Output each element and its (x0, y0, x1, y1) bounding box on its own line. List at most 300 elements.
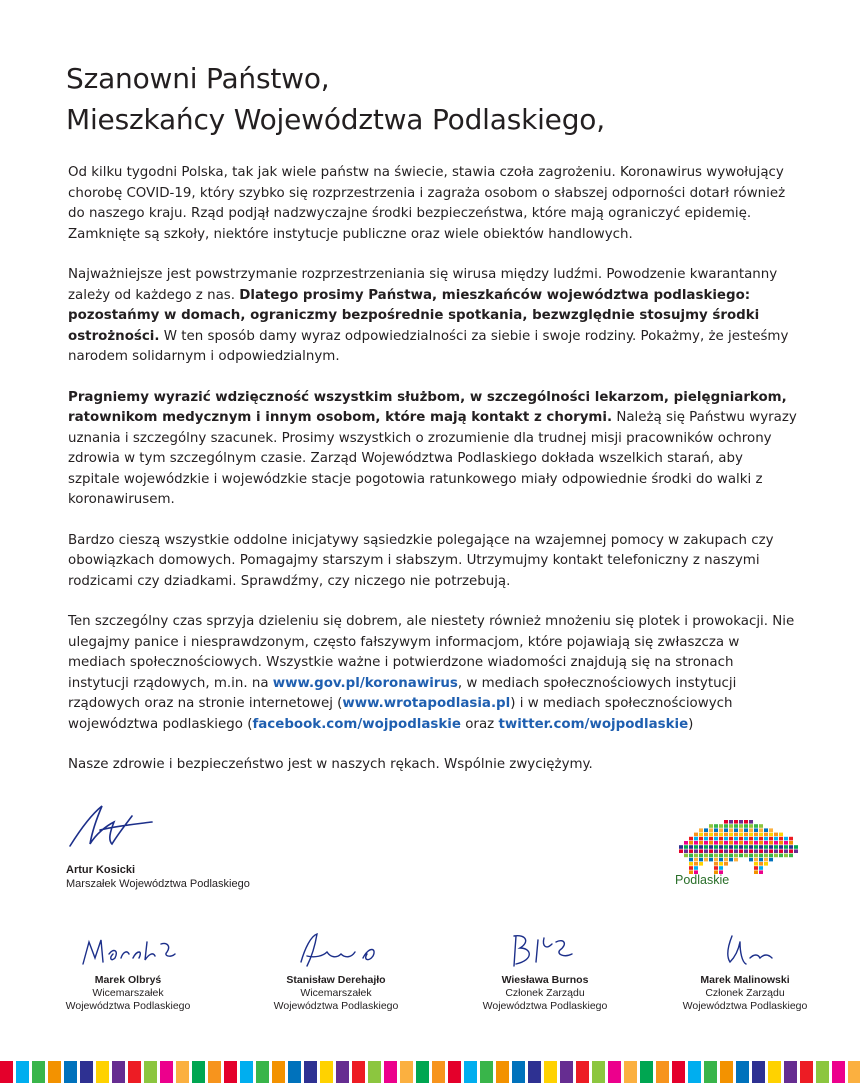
logo-tile (709, 845, 713, 849)
strip-segment (528, 1061, 541, 1083)
strip-segment (576, 1061, 589, 1083)
logo-tile (689, 862, 693, 866)
logo-tile (769, 845, 773, 849)
signature-kosicki-image (66, 800, 156, 852)
strip-segment (592, 1061, 605, 1083)
signatory-burnos (460, 928, 630, 1013)
strip-segment (832, 1061, 845, 1083)
signature-malinowski-image (680, 928, 810, 970)
paragraph-2-bold: Dlatego prosimy Państwa, mieszkańców województwa podlaskiego: pozostańmy w domach, ograniczmy bezpośrednie spotkania, bezwzględnie stosujmy środki ostrożności. (68, 287, 760, 344)
logo-tile (699, 858, 703, 862)
logo-tile (754, 854, 758, 858)
logo-tile (749, 837, 753, 841)
logo-tile (784, 841, 788, 845)
logo-tile (769, 849, 773, 853)
logo-tile (739, 837, 743, 841)
logo-tile (794, 849, 798, 853)
paragraph-5-text-e: ) (688, 716, 694, 732)
strip-segment (224, 1061, 237, 1083)
logo-tile (749, 820, 753, 824)
logo-tile (759, 858, 763, 862)
greeting-line-1: Szanowni Państwo, (66, 62, 330, 95)
logo-tile (754, 841, 758, 845)
logo-tile (729, 858, 733, 862)
logo-tile (729, 833, 733, 837)
signatory-olbrys (43, 928, 213, 1013)
strip-segment (480, 1061, 493, 1083)
logo-tile (724, 828, 728, 832)
strip-segment (48, 1061, 61, 1083)
strip-segment (368, 1061, 381, 1083)
logo-tile (754, 828, 758, 832)
logo-tile (699, 833, 703, 837)
logo-tile (749, 828, 753, 832)
logo-tile (759, 833, 763, 837)
logo-tile (699, 828, 703, 832)
logo-tile (709, 833, 713, 837)
logo-tile (684, 854, 688, 858)
logo-tile (774, 841, 778, 845)
logo-tile (749, 841, 753, 845)
logo-tile (789, 849, 793, 853)
logo-tile (679, 845, 683, 849)
strip-segment (848, 1061, 860, 1083)
logo-tile (764, 841, 768, 845)
logo-tile (734, 820, 738, 824)
logo-tile (744, 837, 748, 841)
logo-tile (724, 862, 728, 866)
link-twitter[interactable]: twitter.com/wojpodlaskie (498, 716, 689, 732)
logo-tile (759, 837, 763, 841)
signature-derehajlo-image (271, 928, 401, 970)
logo-tile (694, 854, 698, 858)
logo-tile (719, 841, 723, 845)
logo-tile (699, 837, 703, 841)
logo-tile (699, 845, 703, 849)
logo-tile (769, 828, 773, 832)
logo-tile (714, 862, 718, 866)
strip-segment (816, 1061, 829, 1083)
strip-segment (160, 1061, 173, 1083)
strip-segment (688, 1061, 701, 1083)
logo-tile (744, 854, 748, 858)
logo-tile (699, 862, 703, 866)
logo-tile (739, 841, 743, 845)
logo-tile (774, 845, 778, 849)
logo-tile (704, 828, 708, 832)
logo-tile (744, 824, 748, 828)
logo-tile (714, 854, 718, 858)
logo-tile (759, 854, 763, 858)
logo-tile (734, 833, 738, 837)
logo-tile (754, 870, 758, 874)
logo-tile (729, 841, 733, 845)
logo-tile (729, 837, 733, 841)
logo-tile (769, 837, 773, 841)
logo-tile (759, 870, 763, 874)
logo-tile (734, 837, 738, 841)
strip-segment (608, 1061, 621, 1083)
logo-tile (714, 833, 718, 837)
logo-tile (719, 866, 723, 870)
paragraph-3-text: Należą się Państwu wyrazy uznania i szczególny szacunek. Prosimy wszystkich o zrozumienie dla trudnej misji pracowników ochrony zdrowia w tym szczególnym czasie. Zarząd Województwa Podlaskiego dokłada wszelkich starań, aby szpitale wojewódzkie i wojewódzkie stacje pogotowia ratunkowego miały odpowiednie środki do walki z koronawirusem. (68, 410, 797, 507)
signatory-malinowski (660, 928, 830, 1013)
logo-tile (769, 858, 773, 862)
logo-tile (759, 828, 763, 832)
signatory-3-name: Wiesława Burnos (501, 974, 589, 986)
strip-segment (192, 1061, 205, 1083)
logo-tile (754, 837, 758, 841)
logo-tile (769, 833, 773, 837)
strip-segment (288, 1061, 301, 1083)
logo-tile (764, 837, 768, 841)
main-signatory-role: Marszałek Województwa Podlaskiego (66, 878, 250, 890)
signatory-4-name: Marek Malinowski (700, 974, 790, 986)
logo-tile (769, 854, 773, 858)
logo-tile (704, 837, 708, 841)
logo-tile (694, 866, 698, 870)
logo-tile (729, 845, 733, 849)
strip-segment (144, 1061, 157, 1083)
strip-segment (176, 1061, 189, 1083)
signatory-1-region: Województwa Podlaskiego (65, 1000, 191, 1012)
strip-segment (0, 1061, 13, 1083)
strip-segment (352, 1061, 365, 1083)
logo-tile (779, 837, 783, 841)
paragraph-2-text-a: Najważniejsze jest powstrzymanie rozprzestrzeniania się wirusa między ludźmi. Powodzenie kwarantanny zależy od każdego z nas. (68, 267, 778, 303)
logo-tile (709, 854, 713, 858)
strip-segment (432, 1061, 445, 1083)
signatories-row (0, 928, 860, 1038)
logo-tile (709, 828, 713, 832)
logo-tile (784, 845, 788, 849)
logo-tile (714, 845, 718, 849)
logo-tile (749, 824, 753, 828)
logo-tile (759, 845, 763, 849)
logo-tile (739, 854, 743, 858)
logo-tile (729, 849, 733, 853)
logo-tile (689, 858, 693, 862)
logo-tile (729, 828, 733, 832)
paragraph-1: Od kilku tygodni Polska, tak jak wiele państw na świecie, stawia czoła zagrożeniu. Koronawirus wywołujący chorobę COVID-19, który szybko się rozprzestrzenia i zagraża osobom o słabszej odporności dotarł również do naszego kraju. Rząd podjął nadzwyczajne środki bezpieczeństwa, które mają ograniczyć epidemię. Zamknięte są szkoły, niektóre instytucje publiczne oraz wiele obiektów handlowych. (68, 165, 786, 242)
logo-tile (724, 858, 728, 862)
logo-tile (794, 845, 798, 849)
logo-tile (764, 858, 768, 862)
logo-tile (764, 862, 768, 866)
logo-tile (774, 837, 778, 841)
logo-tile (714, 849, 718, 853)
logo-tile (689, 849, 693, 853)
logo-tile (719, 845, 723, 849)
logo-tile (679, 849, 683, 853)
logo-tile (779, 849, 783, 853)
logo-tile (714, 828, 718, 832)
logo-tile (689, 841, 693, 845)
strip-segment (304, 1061, 317, 1083)
signatory-3-role: Członek Zarządu (505, 987, 585, 999)
logo-tile (704, 849, 708, 853)
strip-segment (400, 1061, 413, 1083)
strip-segment (240, 1061, 253, 1083)
logo-tile (724, 849, 728, 853)
logo-tile (744, 841, 748, 845)
strip-segment (64, 1061, 77, 1083)
strip-segment (736, 1061, 749, 1083)
logo-tile (789, 841, 793, 845)
logo-tile (724, 854, 728, 858)
logo-tile (759, 866, 763, 870)
greeting-heading (66, 58, 605, 140)
strip-segment (272, 1061, 285, 1083)
logo-tile (779, 833, 783, 837)
logo-tile (754, 833, 758, 837)
logo-tile (719, 862, 723, 866)
logo-tile (684, 845, 688, 849)
paragraph-2-text-c: W ten sposób damy wyraz odpowiedzialności za siebie i swoje rodziny. Pokażmy, że jesteśmy narodem solidarnym i odpowiedzialnym. (68, 328, 789, 364)
signatory-2-region: Województwa Podlaskiego (273, 1000, 399, 1012)
logo-tile (734, 828, 738, 832)
logo-tile (769, 841, 773, 845)
logo-tile (734, 845, 738, 849)
signature-burnos-image (480, 928, 610, 970)
greeting-line-2: Mieszkańcy Województwa Podlaskiego, (66, 103, 605, 136)
logo-tile (739, 820, 743, 824)
logo-text: Podlaskie (675, 873, 730, 887)
strip-segment (704, 1061, 717, 1083)
signature-olbrys-image (63, 928, 193, 970)
logo-tile (734, 854, 738, 858)
logo-tile (709, 837, 713, 841)
logo-tile (724, 820, 728, 824)
logo-tile (734, 858, 738, 862)
strip-segment (624, 1061, 637, 1083)
link-gov-koronawirus[interactable]: www.gov.pl/koronawirus (272, 675, 458, 691)
logo-tile (709, 824, 713, 828)
logo-tile (744, 845, 748, 849)
color-strip-footer (0, 1061, 860, 1083)
logo-tile (759, 862, 763, 866)
logo-tile (719, 837, 723, 841)
logo-tile (729, 824, 733, 828)
strip-segment (544, 1061, 557, 1083)
paragraph-5-text-b: , w mediach społecznościowych instytucji rządowych oraz na stronie internetowej ( (68, 675, 737, 711)
logo-tile (739, 833, 743, 837)
logo-tile (694, 849, 698, 853)
strip-segment (640, 1061, 653, 1083)
logo-tile (784, 837, 788, 841)
logo-tile (749, 858, 753, 862)
signatory-4-role: Członek Zarządu (705, 987, 785, 999)
logo-tile (749, 849, 753, 853)
logo-tile (789, 837, 793, 841)
logo-tile (744, 820, 748, 824)
paragraph-5-text-c: ) i w mediach społecznościowych województwa podlaskiego ( (68, 696, 733, 732)
logo-tile (754, 849, 758, 853)
logo-tile (759, 849, 763, 853)
strip-segment (384, 1061, 397, 1083)
logo-tile (694, 845, 698, 849)
logo-tile (689, 845, 693, 849)
logo-tile (754, 866, 758, 870)
logo-tile (754, 858, 758, 862)
logo-tile (694, 833, 698, 837)
strip-segment (512, 1061, 525, 1083)
logo-tile (684, 841, 688, 845)
logo-tile (714, 824, 718, 828)
signatory-1-name: Marek Olbryś (94, 974, 162, 986)
strip-segment (464, 1061, 477, 1083)
logo-tile (744, 833, 748, 837)
strip-segment (800, 1061, 813, 1083)
paragraph-5-text-a: Ten szczególny czas sprzyja dzieleniu się dobrem, ale niestety również mnożeniu się plotek i prowokacji. Nie ulegajmy panice i niesprawdzonym, często fałszywym informacjom, które pojawiają się zwłaszcza w mediach społecznościowych. Wszystkie ważne i potwierdzone wiadomości znajdują się na stronach instytucji rządowych, m.in. na (68, 614, 795, 691)
logo-tile (739, 845, 743, 849)
logo-tile (729, 854, 733, 858)
logo-tile (709, 841, 713, 845)
logo-tile (704, 845, 708, 849)
logo-tile (749, 854, 753, 858)
strip-segment (16, 1061, 29, 1083)
paragraph-3 (68, 388, 798, 511)
logo-tile (724, 845, 728, 849)
logo-tile (779, 845, 783, 849)
strip-segment (768, 1061, 781, 1083)
paragraph-2 (68, 265, 798, 368)
strip-segment (80, 1061, 93, 1083)
logo-tile (754, 862, 758, 866)
strip-segment (784, 1061, 797, 1083)
logo-tile (689, 854, 693, 858)
logo-tile (754, 845, 758, 849)
logo-tile (719, 858, 723, 862)
logo-tile (714, 837, 718, 841)
logo-tile (784, 849, 788, 853)
logo-tile (759, 824, 763, 828)
logo-tile (694, 858, 698, 862)
logo-tile (704, 841, 708, 845)
logo-tile (764, 845, 768, 849)
logo-tile (694, 837, 698, 841)
strip-segment (448, 1061, 461, 1083)
strip-segment (656, 1061, 669, 1083)
logo-tile (684, 849, 688, 853)
logo-tile (714, 866, 718, 870)
logo-tile (719, 828, 723, 832)
strip-segment (752, 1061, 765, 1083)
logo-tile (764, 833, 768, 837)
strip-segment (416, 1061, 429, 1083)
logo-tile (789, 845, 793, 849)
logo-tile (749, 833, 753, 837)
logo-tile (774, 854, 778, 858)
logo-tile (689, 866, 693, 870)
logo-tile (739, 824, 743, 828)
strip-segment (720, 1061, 733, 1083)
logo-tile (764, 849, 768, 853)
logo-tile (764, 854, 768, 858)
logo-tile (734, 841, 738, 845)
logo-tile (734, 849, 738, 853)
logo-tile (724, 841, 728, 845)
main-signatory-name: Artur Kosicki (66, 864, 136, 876)
logo-tile (779, 854, 783, 858)
logo-tile (719, 849, 723, 853)
link-wrotapodlasia[interactable]: www.wrotapodlasia.pl (342, 696, 511, 711)
strip-segment (336, 1061, 349, 1083)
logo-tile (699, 854, 703, 858)
paragraph-3-bold: Pragniemy wyrazić wdzięczność wszystkim służbom, w szczególności lekarzom, pielęgniarkom, ratownikom medycznym i innym osobom, które mają kontakt z chorymi. (68, 389, 787, 425)
logo-tile (764, 828, 768, 832)
strip-segment (672, 1061, 685, 1083)
logo-tile (694, 841, 698, 845)
logo-tile (704, 854, 708, 858)
logo-tile (724, 833, 728, 837)
logo-tile (719, 854, 723, 858)
signatory-derehajlo (251, 928, 421, 1013)
logo-tile (774, 849, 778, 853)
logo-tile (759, 841, 763, 845)
strip-segment (32, 1061, 45, 1083)
strip-segment (112, 1061, 125, 1083)
signatory-1-role: Wicemarszałek (92, 987, 164, 999)
strip-segment (560, 1061, 573, 1083)
signatory-3-region: Województwa Podlaskiego (482, 1000, 608, 1012)
logo-tile (784, 854, 788, 858)
logo-tile (714, 858, 718, 862)
logo-tile (704, 833, 708, 837)
signatory-2-role: Wicemarszałek (300, 987, 372, 999)
logo-tile (729, 820, 733, 824)
logo-tile (774, 833, 778, 837)
main-signature-block (66, 800, 326, 890)
strip-segment (128, 1061, 141, 1083)
logo-tile (689, 837, 693, 841)
logo-tile (704, 858, 708, 862)
logo-tile (779, 841, 783, 845)
strip-segment (496, 1061, 509, 1083)
paragraph-6: Nasze zdrowie i bezpieczeństwo jest w naszych rękach. Wspólnie zwyciężymy. (68, 757, 593, 772)
logo-tile (719, 824, 723, 828)
logo-tile (744, 849, 748, 853)
paragraph-4: Bardzo cieszą wszystkie oddolne inicjatywy sąsiedzkie polegające na wzajemnej pomocy w zakupach czy obowiązkach domowych. Pomagajmy starszym i słabszym. Utrzymujmy kontakt telefoniczny z naszymi rodzicami czy dziadkami. Sprawdźmy, czy niczego nie potrzebują. (68, 532, 774, 589)
signatory-4-region: Województwa Podlaskiego (682, 1000, 808, 1012)
logo-tile (739, 849, 743, 853)
logo-tile (694, 862, 698, 866)
logo-tile (754, 824, 758, 828)
logo-tile (709, 849, 713, 853)
logo-tile (724, 837, 728, 841)
strip-segment (96, 1061, 109, 1083)
logo-tile (789, 854, 793, 858)
logo-tile (714, 841, 718, 845)
logo-tile (749, 845, 753, 849)
logo-tile (699, 841, 703, 845)
paragraph-5-text-d: oraz (460, 716, 499, 732)
letter-body (68, 163, 798, 796)
logo-tile (734, 824, 738, 828)
signatory-2-name: Stanisław Derehajło (286, 974, 386, 986)
logo-tile (739, 828, 743, 832)
logo-tile (744, 828, 748, 832)
strip-segment (320, 1061, 333, 1083)
link-facebook[interactable]: facebook.com/wojpodlaskie (252, 716, 461, 732)
logo-tile (724, 824, 728, 828)
logo-tile (719, 833, 723, 837)
strip-segment (256, 1061, 269, 1083)
logo-tile (709, 858, 713, 862)
logo-tile (699, 849, 703, 853)
paragraph-5 (68, 612, 798, 735)
strip-segment (208, 1061, 221, 1083)
